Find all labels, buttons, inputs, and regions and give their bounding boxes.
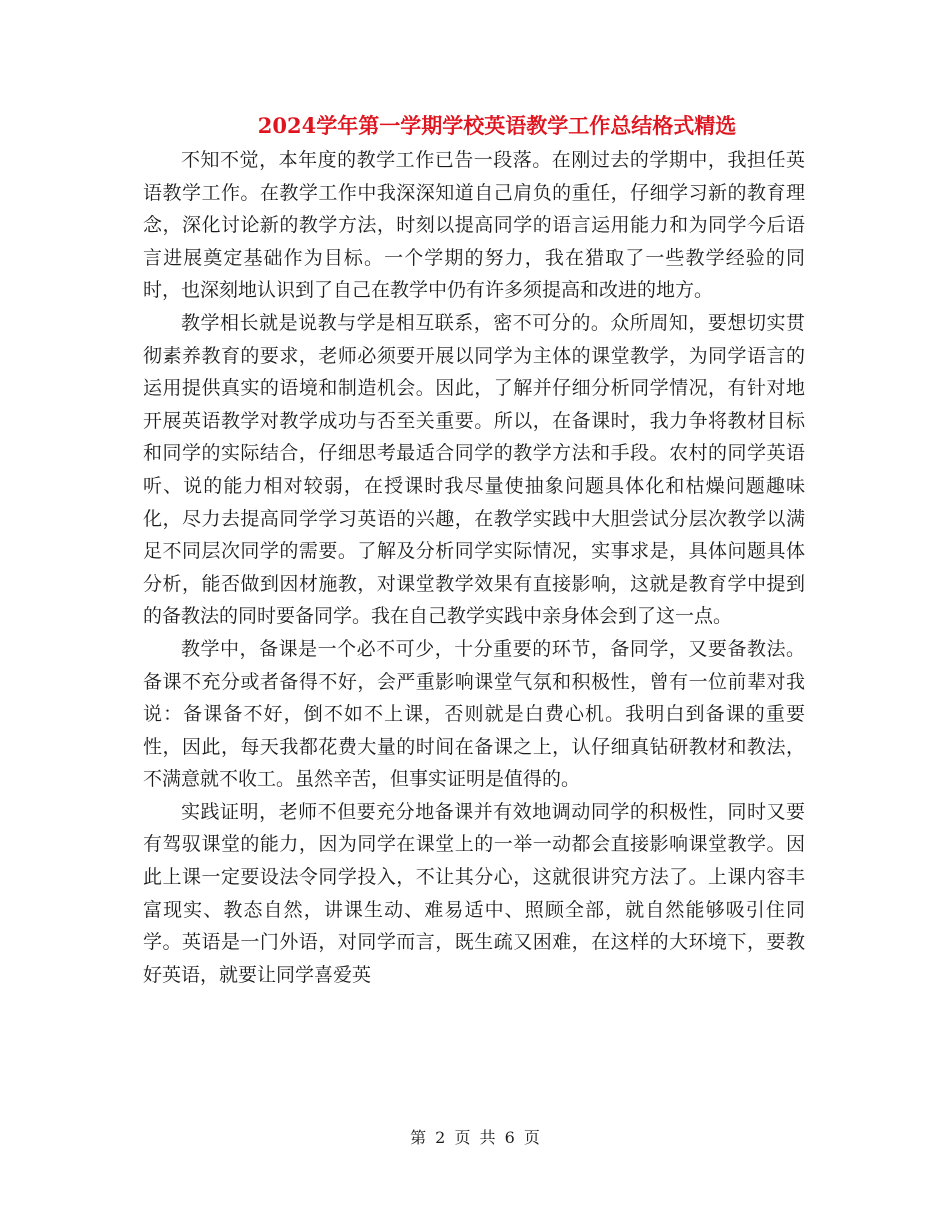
document-title: 2024学年第一学期学校英语教学工作总结格式精选 <box>257 113 737 138</box>
paragraph-4: 实践证明，老师不但要充分地备课并有效地调动同学的积极性，同时又要有驾驭课堂的能力，因为同学在课堂上的一举一动都会直接影响课堂教学。因此上课一定要设法令同学投入，不让其分心，这就很讲究方法了。上课内容丰富现实、教态自然，讲课生动、难易适中、照顾全部，就自然能够吸引住同学。英语是一门外语，对同学而言，既生疏又困难，在这样的大环境下，要教好英语，就要让同学喜爱英 <box>143 800 805 986</box>
paragraph-3: 教学中，备课是一个必不可少，十分重要的环节，备同学，又要备教法。备课不充分或者备得不好，会严重影响课堂气氛和积极性，曾有一位前辈对我说：备课备不好，倒不如不上课，否则就是白费心机。我明白到备课的重要性，因此，每天我都花费大量的时间在备课之上，认仔细真钻研教材和教法，不满意就不收工。虽然辛苦，但事实证明是值得的。 <box>143 637 805 791</box>
paragraph-1: 不知不觉，本年度的教学工作已告一段落。在刚过去的学期中，我担任英语教学工作。在教学工作中我深深知道自己肩负的重任，仔细学习新的教育理念，深化讨论新的教学方法，时刻以提高同学的语言运用能力和为同学今后语言进展奠定基础作为目标。一个学期的努力，我在猎取了一些教学经验的同时，也深刻地认识到了自己在教学中仍有许多须提高和改进的地方。 <box>143 149 805 302</box>
paragraph-2: 教学相长就是说教与学是相互联系，密不可分的。众所周知，要想切实贯彻素养教育的要求，老师必须要开展以同学为主体的课堂教学，为同学语言的运用提供真实的语境和制造机会。因此，了解并仔细分析同学情况，有针对地开展英语教学对教学成功与否至关重要。所以，在备课时，我力争将教材目标和同学的实际结合，仔细思考最适合同学的教学方法和手段。农村的同学英语听、说的能力相对较弱，在授课时我尽量使抽象问题具体化和枯燥问题趣味化，尽力去提高同学学习英语的兴趣，在教学实践中大胆尝试分层次教学以满足不同层次同学的需要。了解及分析同学实际情况，实事求是，具体问题具体分析，能否做到因材施教，对课堂教学效果有直接影响，这就是教育学中提到的备教法的同时要备同学。我在自己教学实践中亲身体会到了这一点。 <box>143 311 805 628</box>
document-body <box>143 144 805 991</box>
page-number: 第 2 页 共 6 页 <box>410 1128 540 1147</box>
